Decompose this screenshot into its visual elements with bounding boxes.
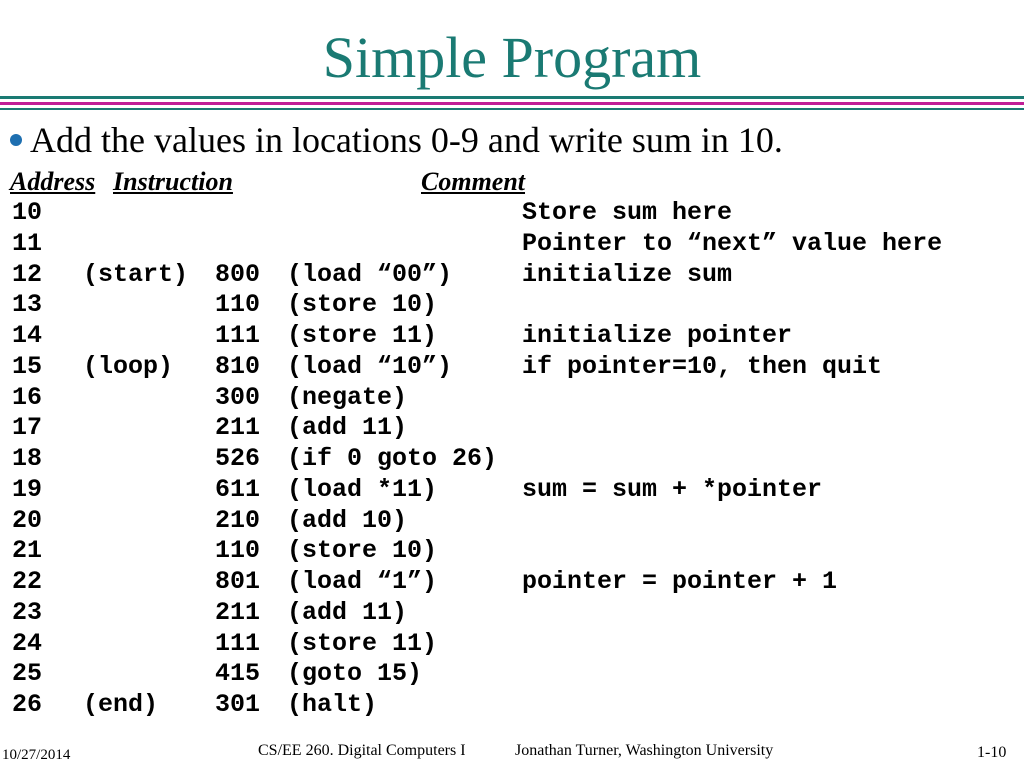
- program-row: [12, 689, 1017, 720]
- program-row: [12, 259, 1017, 290]
- row-code: 211: [215, 413, 261, 443]
- row-address: 11: [12, 228, 43, 258]
- row-comment: pointer = pointer + 1: [522, 567, 838, 596]
- row-address: 26: [12, 690, 43, 719]
- row-code: 111: [215, 628, 261, 658]
- row-code: 611: [215, 474, 261, 504]
- row-address: 19: [12, 474, 43, 504]
- program-row: [12, 658, 1017, 689]
- program-row: [12, 628, 1017, 659]
- row-code: 301: [215, 690, 261, 719]
- row-code: 415: [215, 659, 261, 689]
- row-address: 23: [12, 597, 43, 627]
- title-rule-top: [0, 96, 1024, 99]
- program-row: [12, 505, 1017, 536]
- row-code: 210: [215, 505, 261, 535]
- program-row: [12, 382, 1017, 413]
- program-row: [12, 535, 1017, 566]
- row-comment: if pointer=10, then quit: [522, 351, 883, 381]
- program-row: [12, 197, 1017, 228]
- bullet-item: [10, 118, 1010, 162]
- row-description: (negate): [287, 382, 408, 412]
- row-code: 810: [215, 351, 261, 381]
- row-description: (add 11): [287, 597, 408, 627]
- program-row: [12, 597, 1017, 628]
- row-description: (store 11): [287, 628, 438, 658]
- row-description: (store 11): [287, 321, 438, 350]
- row-code: 211: [215, 597, 261, 627]
- title-rule-middle: [0, 102, 1024, 105]
- bullet-text: Add the values in locations 0-9 and write sum in 10.: [30, 120, 783, 160]
- footer-date: 10/27/2014: [2, 747, 71, 763]
- row-address: 21: [12, 536, 43, 566]
- row-code: 111: [215, 321, 261, 350]
- row-address: 16: [12, 382, 43, 412]
- row-description: (add 10): [287, 505, 408, 535]
- row-description: (store 10): [287, 536, 438, 566]
- row-description: (if 0 goto 26): [287, 444, 498, 473]
- row-address: 18: [12, 444, 43, 473]
- row-comment: sum = sum + *pointer: [522, 474, 823, 504]
- row-address: 22: [12, 567, 43, 596]
- footer-course: CS/EE 260. Digital Computers I: [258, 742, 466, 759]
- row-label: (start): [83, 259, 189, 289]
- row-address: 12: [12, 259, 43, 289]
- program-row: [12, 443, 1017, 474]
- row-comment: Store sum here: [522, 198, 733, 227]
- footer-author: Jonathan Turner, Washington University: [515, 742, 774, 759]
- row-code: 801: [215, 567, 261, 596]
- row-description: (load “00”): [287, 259, 453, 289]
- header-address: Address: [10, 167, 96, 196]
- row-address: 25: [12, 659, 43, 689]
- row-label: (loop): [83, 351, 174, 381]
- row-code: 526: [215, 444, 261, 473]
- program-row: [12, 474, 1017, 505]
- row-description: (load “10”): [287, 351, 453, 381]
- row-address: 10: [12, 198, 43, 227]
- footer-page-number: 1-10: [977, 744, 1007, 761]
- row-description: (add 11): [287, 413, 408, 443]
- row-code: 800: [215, 259, 261, 289]
- slide-title: Simple Program: [322, 25, 702, 90]
- row-description: (load *11): [287, 474, 438, 504]
- row-address: 15: [12, 351, 43, 381]
- program-row: [12, 320, 1017, 351]
- program-row: [12, 228, 1017, 259]
- bullet-dot-icon: [10, 134, 22, 146]
- row-address: 17: [12, 413, 43, 443]
- header-comment: Comment: [421, 167, 526, 196]
- row-code: 110: [215, 536, 261, 566]
- row-description: (halt): [287, 690, 378, 719]
- row-comment: initialize pointer: [522, 321, 793, 350]
- program-row: [12, 566, 1017, 597]
- header-instruction: Instruction: [113, 167, 233, 196]
- row-code: 110: [215, 290, 261, 320]
- row-address: 24: [12, 628, 43, 658]
- program-row: [12, 351, 1017, 382]
- row-description: (goto 15): [287, 659, 423, 689]
- program-row: [12, 412, 1017, 443]
- program-listing: [12, 197, 1017, 720]
- row-address: 14: [12, 321, 43, 350]
- title-rule-bottom: [0, 108, 1024, 110]
- row-code: 300: [215, 382, 261, 412]
- program-row: [12, 289, 1017, 320]
- row-comment: Pointer to “next” value here: [522, 228, 943, 258]
- row-address: 13: [12, 290, 43, 320]
- row-comment: initialize sum: [522, 259, 733, 289]
- row-description: (load “1”): [287, 567, 438, 596]
- row-label: (end): [83, 690, 159, 719]
- row-description: (store 10): [287, 290, 438, 320]
- row-address: 20: [12, 505, 43, 535]
